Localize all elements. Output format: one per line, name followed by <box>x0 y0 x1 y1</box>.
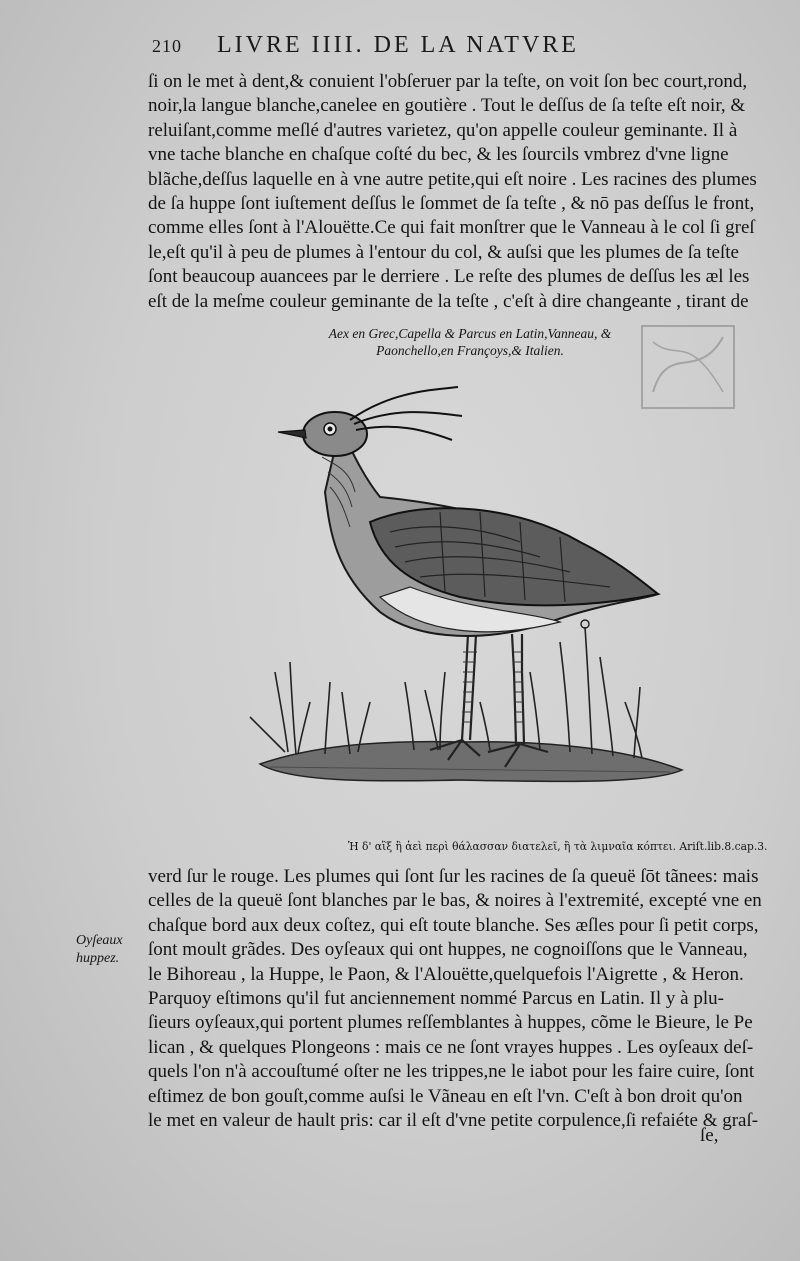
text-line: eſt de la meſme couleur geminante de la teſte , c'eſt à dire changeante , tirant de <box>148 290 749 312</box>
text-line: ſont moult grãdes. Des oyſeaux qui ont huppes, ne cognoiſſons que le Vanneau, <box>148 939 748 961</box>
text-line: le Bihoreau , la Huppe, le Paon, & l'Alouëtte,quelquefois l'Aigrette , & Heron. <box>148 963 744 985</box>
figure-caption <box>300 325 640 359</box>
page-number: 210 <box>152 36 182 56</box>
margin-note-line: huppez. <box>76 951 120 966</box>
text-line: celles de la queuë ſont blanches par le bas, & noires à l'extremité, excepté vne en <box>148 890 762 912</box>
catchword: ſe, <box>700 1125 719 1146</box>
text-line: ſieurs oyſeaux,qui portent plumes reſſemblantes à huppes, cõme le Bieure, le Pe <box>148 1012 753 1034</box>
text-line: reluiſant,comme meſlé d'autres varietez, qu'on appelle couleur geminante. Il à <box>148 119 738 141</box>
text-line: ſont beaucoup auancees par le derriere . Le reſte des plumes de deſſus les æl les <box>148 266 750 288</box>
margin-note <box>76 932 142 968</box>
text-line: le met en valeur de hault pris: car il eſt d'vne petite corpulence,ſi refaiéte & graſ- <box>148 1110 759 1132</box>
text-line: Parquoy eſtimons qu'il fut anciennement nommé Parcus en Latin. Il y à plu- <box>148 988 724 1010</box>
greek-quotation: Ἡ δ' αἲξ ἢ ἀεὶ περὶ θάλασσαν διατελεῖ, ἢ τὰ λιμναῖα κόπτει. Ariſt.lib.8.cap.3. <box>348 840 768 853</box>
margin-note-line: Oyſeaux <box>76 933 123 948</box>
running-head <box>152 32 772 59</box>
text-line: eſtimez de bon gouſt,comme auſsi le Vãneau en eſt l'vn. C'eſt à bon droit qu'on <box>148 1085 743 1107</box>
text-line: lican , & quelques Plongeons : mais ce ne ſont vrayes huppes . Les oyſeaux deſ- <box>148 1036 754 1058</box>
text-line: blãche,deſſus laquelle en à vne autre petite,qui eſt noire . Les racines des plumes <box>148 168 757 190</box>
bottom-paragraph <box>148 865 773 1133</box>
text-line: vne tache blanche en chaſque coſté du bec, & les ſourcils vmbrez d'vne ligne <box>148 144 729 166</box>
text-line: quels l'on n'à accouſtumé oſter ne les trippes,ne le iabot pour les faire cuire, ſont <box>148 1061 755 1083</box>
lapwing-woodcut-illustration <box>230 372 690 802</box>
text-line: verd ſur le rouge. Les plumes qui ſont ſur les racines de ſa queuë ſōt tãnees: mais <box>148 866 759 887</box>
top-paragraph <box>148 70 773 314</box>
text-line: le,eſt qu'il à peu de plumes à l'entour du col, & auſsi que les plumes de ſa teſte <box>148 241 739 263</box>
text-line: ſi on le met à dent,& conuient l'obſeruer par la teſte, on voit ſon bec court,rond, <box>148 71 748 92</box>
text-line: comme elles ſont à l'Alouëtte.Ce qui fait monſtrer que le Vanneau à le col ſi greſ <box>148 217 755 239</box>
caption-line: Paonchello,en Françoys,& Italien. <box>376 343 564 358</box>
text-line: de ſa huppe ſont iuſtement deſſus le ſommet de ſa teſte , & nō pas deſſus le front, <box>148 193 755 215</box>
running-title: LIVRE IIII. DE LA NATVRE <box>217 32 579 58</box>
caption-line: Aex en Grec,Capella & Parcus en Latin,Vanneau, & <box>328 326 612 341</box>
text-line: noir,la langue blanche,canelee en goutière . Tout le deſſus de ſa teſte eſt noir, & <box>148 95 746 117</box>
text-line: chaſque bord aux deux coſtez, qui eſt toute blanche. Ses æſles pour ſi petit corps, <box>148 914 759 936</box>
